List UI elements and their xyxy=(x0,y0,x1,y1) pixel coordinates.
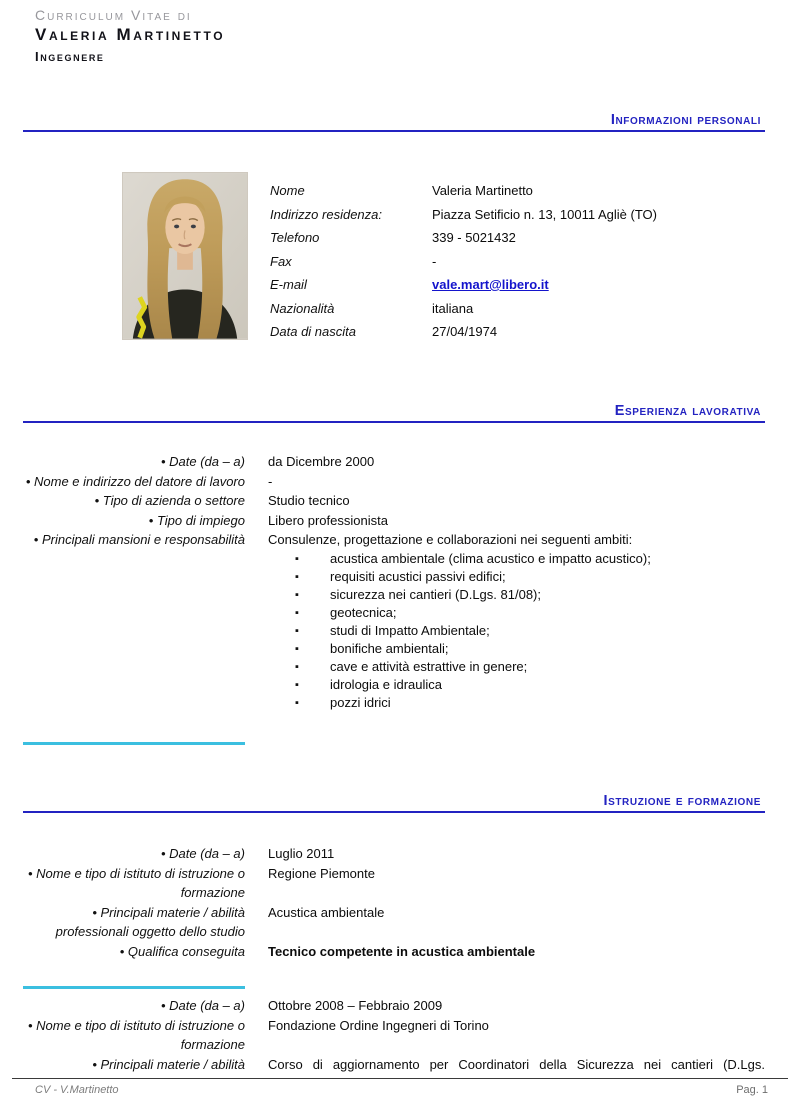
field-label: • Date (da – a) xyxy=(160,998,245,1013)
experience-block xyxy=(23,452,765,712)
footer-document-name: CV - V.Martinetto xyxy=(35,1084,119,1096)
personal-row xyxy=(270,229,767,253)
field-value: Acustica ambientale xyxy=(268,904,385,920)
field-label: E-mail xyxy=(270,277,307,292)
section-title-education: Istruzione e formazione xyxy=(23,793,765,813)
field-label: • Nome e tipo di istituto di istruzione o formazione xyxy=(28,865,245,900)
field-label: Telefono xyxy=(270,230,320,245)
field-label: • Principali mansioni e responsabilità xyxy=(33,532,245,547)
field-label: • Date (da – a) xyxy=(160,454,245,469)
education-block-1 xyxy=(23,844,765,961)
field-value: Fondazione Ordine Ingegneri di Torino xyxy=(268,1017,489,1033)
field-value: 27/04/1974 xyxy=(432,324,498,339)
field-value: Studio tecnico xyxy=(268,493,350,508)
field-label: Data di nascita xyxy=(270,324,356,339)
field-value xyxy=(432,276,767,293)
portrait-photo xyxy=(122,172,248,340)
personal-row xyxy=(270,276,767,300)
duties-item: ▪ cave e attività estrattive in genere; xyxy=(268,658,765,676)
personal-row xyxy=(270,206,767,230)
cyan-divider xyxy=(23,742,245,745)
field-value: 339 - 5021432 xyxy=(432,230,516,245)
cv-pretitle: Curriculum Vitae di xyxy=(35,7,192,23)
duties-item: ▪ bonifiche ambientali; xyxy=(268,640,765,658)
field-value: - xyxy=(268,473,273,489)
field-label: Nome xyxy=(270,183,305,198)
cv-header xyxy=(35,7,225,64)
field-label: Nazionalità xyxy=(270,300,335,316)
field-label: • Date (da – a) xyxy=(160,846,245,861)
field-label: • Principali materie / abilità xyxy=(92,1056,245,1072)
field-value: Corso di aggiornamento per Coordinatori della Sicurezza nei cantieri (D.Lgs. xyxy=(268,1056,765,1072)
education-row xyxy=(23,844,765,864)
duties-item: ▪ idrologia e idraulica xyxy=(268,676,765,694)
field-value: Consulenze, progettazione e collaborazioni nei seguenti ambiti: xyxy=(268,532,633,547)
experience-row xyxy=(23,452,765,472)
duties-item: ▪ studi di Impatto Ambientale; xyxy=(268,622,765,640)
education-row xyxy=(23,942,765,962)
field-value: Valeria Martinetto xyxy=(432,183,533,198)
field-value: Tecnico competente in acustica ambientale xyxy=(268,943,536,959)
education-row xyxy=(23,996,765,1016)
personal-row xyxy=(270,300,767,324)
field-label: • Nome e indirizzo del datore di lavoro xyxy=(25,473,245,489)
experience-row xyxy=(23,491,765,511)
field-value: italiana xyxy=(432,300,474,316)
personal-info-table xyxy=(270,182,767,347)
duties-item: ▪ sicurezza nei cantieri (D.Lgs. 81/08); xyxy=(268,586,765,604)
field-value: Regione Piemonte xyxy=(268,865,375,881)
field-value: Libero professionista xyxy=(268,512,388,528)
experience-row xyxy=(23,511,765,531)
field-label: • Tipo di impiego xyxy=(148,512,245,528)
footer-page-number: Pag. 1 xyxy=(736,1084,768,1096)
cv-role: Ingegnere xyxy=(35,49,105,64)
field-value: - xyxy=(432,253,437,269)
education-row xyxy=(23,1016,765,1055)
education-row xyxy=(23,903,765,942)
portrait-photo-illustration xyxy=(123,173,247,339)
section-title-experience: Esperienza lavorativa xyxy=(23,403,765,423)
education-row xyxy=(23,864,765,903)
section-title-personal: Informazioni personali xyxy=(23,112,765,132)
duties-item: ▪ geotecnica; xyxy=(268,604,765,622)
cv-name: Valeria Martinetto xyxy=(35,25,226,44)
field-label: Fax xyxy=(270,253,292,269)
field-value: Piazza Setificio n. 13, 10011 Agliè (TO) xyxy=(432,206,657,222)
personal-row xyxy=(270,323,767,347)
personal-row xyxy=(270,182,767,206)
duties-item: ▪ pozzi idrici xyxy=(268,694,765,712)
email-link[interactable]: vale.mart@libero.it xyxy=(432,277,549,292)
field-value: da Dicembre 2000 xyxy=(268,454,375,469)
field-label: • Nome e tipo di istituto di istruzione o formazione xyxy=(28,1017,245,1052)
field-value: Luglio 2011 xyxy=(268,846,335,861)
personal-row xyxy=(270,253,767,277)
experience-row xyxy=(23,530,765,550)
duties-list xyxy=(268,550,765,712)
duties-item: ▪ acustica ambientale (clima acustico e impatto acustico); xyxy=(268,550,765,568)
education-row xyxy=(23,1055,765,1075)
field-label: Indirizzo residenza: xyxy=(270,206,382,222)
experience-row xyxy=(23,472,765,492)
education-block-2 xyxy=(23,996,765,1074)
field-value: Ottobre 2008 – Febbraio 2009 xyxy=(268,998,443,1013)
field-label: • Qualifica conseguita xyxy=(119,943,245,959)
footer-divider xyxy=(12,1078,788,1079)
field-label: • Tipo di azienda o settore xyxy=(94,493,245,508)
field-label: • Principali materie / abilità professionali oggetto dello studio xyxy=(55,904,245,939)
cyan-divider xyxy=(23,986,245,989)
duties-item: ▪ requisiti acustici passivi edifici; xyxy=(268,568,765,586)
